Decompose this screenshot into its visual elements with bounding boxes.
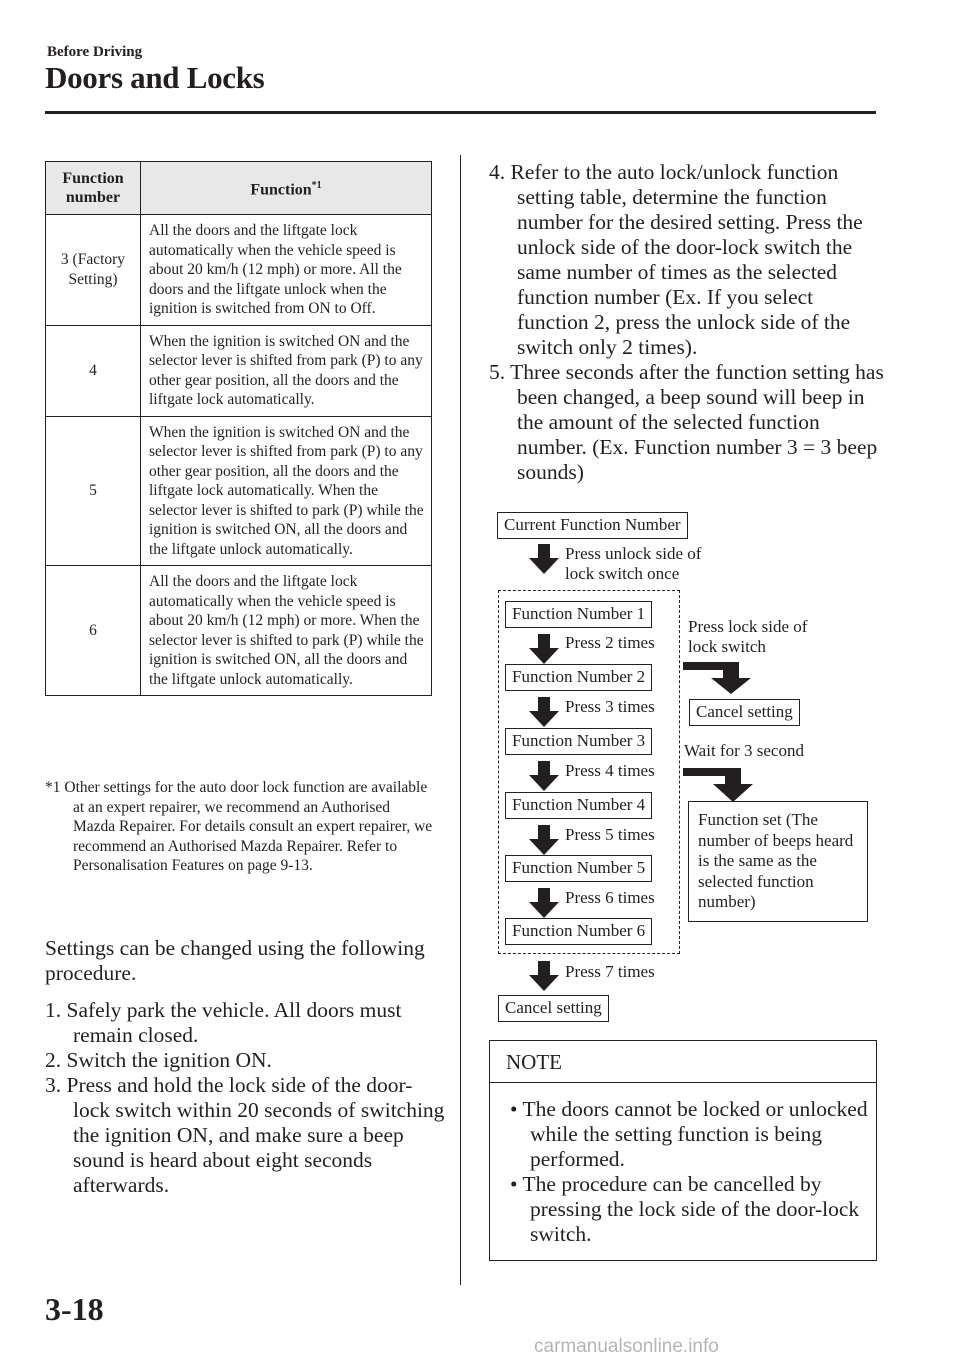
note-item: • The procedure can be cancelled by pressing the lock side of the door-lock switch. — [510, 1172, 860, 1246]
col-header-number: Function number — [46, 162, 141, 215]
function-description-cell: When the ignition is switched ON and the selector lever is shifted from park (P) to any other gear position, all the doors and the liftgate lock automatically. — [141, 325, 432, 416]
function-set-box: Function set (The number of beeps heard is the same as the selected function number) — [688, 801, 868, 922]
current-function-box: Current Function Number — [497, 512, 688, 539]
function-table — [45, 161, 432, 696]
function-number-cell: 6 — [46, 566, 141, 696]
page-number: 3-18 — [45, 1291, 104, 1327]
table-row — [46, 416, 432, 566]
procedure-step: 5. Three seconds after the function setting has been changed, a beep sound will beep in the amount of the selected function number. (Ex. Function number 3 = 3 beep sounds) — [489, 360, 884, 484]
header-rule — [45, 111, 876, 114]
function-number-cell: 3 (Factory Setting) — [46, 215, 141, 326]
function-description-cell: When the ignition is switched ON and the selector lever is shifted from park (P) to any other gear position, all the doors and the liftgate lock automatically. When the selector lever is shifted to park (P) while the ignition is switched ON, all the doors and the liftgate unlock automatically. — [141, 416, 432, 566]
procedure-step: 3. Press and hold the lock side of the door-lock switch within 20 seconds of switching the ignition ON, and make sure a beep sound is heard about eight seconds afterwards. — [45, 1073, 445, 1197]
press-lock-line2: lock switch — [688, 637, 766, 656]
column-divider — [460, 155, 461, 1285]
function-description-cell: All the doors and the liftgate lock automatically when the vehicle speed is about 20 km/h (12 mph) or more. All the doors and the liftgate unlock when the ignition is switched from ON to Off. — [141, 215, 432, 326]
press-count-label: Press 4 times — [565, 761, 655, 780]
down-arrow-icon — [529, 761, 559, 791]
section-label: Before Driving — [47, 44, 143, 60]
press-lock-label — [688, 617, 807, 657]
bent-arrow-icon — [683, 762, 763, 802]
footnote-marker: *1 — [311, 180, 322, 192]
wait-label: Wait for 3 second — [684, 741, 804, 760]
procedure-step: 4. Refer to the auto lock/unlock function setting table, determine the function number for the desired setting. Press the unlock side of the door-lock switch the same number of times as the selected function number (Ex. If you select function 2, press the unlock side of the switch only 2 times). — [489, 160, 863, 359]
watermark: carmanualsonline.info — [534, 1336, 719, 1357]
note-item: • The doors cannot be locked or unlocked while the setting function is being performed. — [510, 1097, 868, 1171]
procedure-steps-right — [489, 160, 884, 485]
press-unlock-line1: Press unlock side of — [565, 544, 702, 563]
table-row — [46, 325, 432, 416]
press-count-label: Press 3 times — [565, 697, 655, 716]
procedure-step: 2. Switch the ignition ON. — [45, 1048, 272, 1072]
col-header-function — [141, 162, 432, 215]
function-number-box: Function Number 5 — [505, 855, 652, 882]
page-title: Doors and Locks — [45, 60, 265, 95]
down-arrow-icon — [529, 961, 559, 991]
note-heading: NOTE — [490, 1041, 876, 1083]
function-number-box: Function Number 1 — [505, 601, 652, 628]
function-number-box: Function Number 6 — [505, 918, 652, 945]
table-footnote: *1 Other settings for the auto door lock function are available at an expert repairer, we recommend an Authorised Mazda Repairer. For details consult an expert repairer, we recommend an Authorised Mazda Repairer. Refer to Personalisation Features on page 9-13. — [45, 779, 433, 874]
down-arrow-icon — [529, 634, 559, 664]
function-number-cell: 5 — [46, 416, 141, 566]
table-header-row — [46, 162, 432, 215]
procedure-step: 1. Safely park the vehicle. All doors must remain closed. — [45, 998, 402, 1047]
bent-arrow-icon — [683, 654, 763, 694]
function-number-box: Function Number 3 — [505, 728, 652, 755]
press-unlock-label — [565, 544, 701, 584]
procedure-steps-left — [45, 998, 445, 1198]
col-header-function-text: Function — [250, 181, 312, 199]
intro-paragraph: Settings can be changed using the following procedure. — [45, 936, 425, 985]
press-unlock-line2: lock switch once — [565, 564, 680, 583]
press-lock-line1: Press lock side of — [688, 617, 808, 636]
cancel-setting-box: Cancel setting — [498, 995, 609, 1022]
function-description-cell: All the doors and the liftgate lock automatically when the vehicle speed is about 20 km/h (12 mph) or more. When the selector lever is shifted to park (P) while the ignition is switched ON, all the doors and the liftgate unlock automatically. — [141, 566, 432, 696]
down-arrow-icon — [529, 697, 559, 727]
cancel-setting-box: Cancel setting — [689, 699, 800, 726]
press-count-label: Press 7 times — [565, 962, 655, 981]
press-count-label: Press 6 times — [565, 888, 655, 907]
down-arrow-icon — [529, 825, 559, 855]
press-count-label: Press 2 times — [565, 633, 655, 652]
function-number-box: Function Number 2 — [505, 664, 652, 691]
note-box — [489, 1040, 877, 1261]
function-number-cell: 4 — [46, 325, 141, 416]
down-arrow-icon — [529, 544, 559, 574]
table-row — [46, 215, 432, 326]
note-list — [510, 1097, 870, 1247]
table-row — [46, 566, 432, 696]
press-count-label: Press 5 times — [565, 825, 655, 844]
down-arrow-icon — [529, 888, 559, 918]
function-number-box: Function Number 4 — [505, 792, 652, 819]
